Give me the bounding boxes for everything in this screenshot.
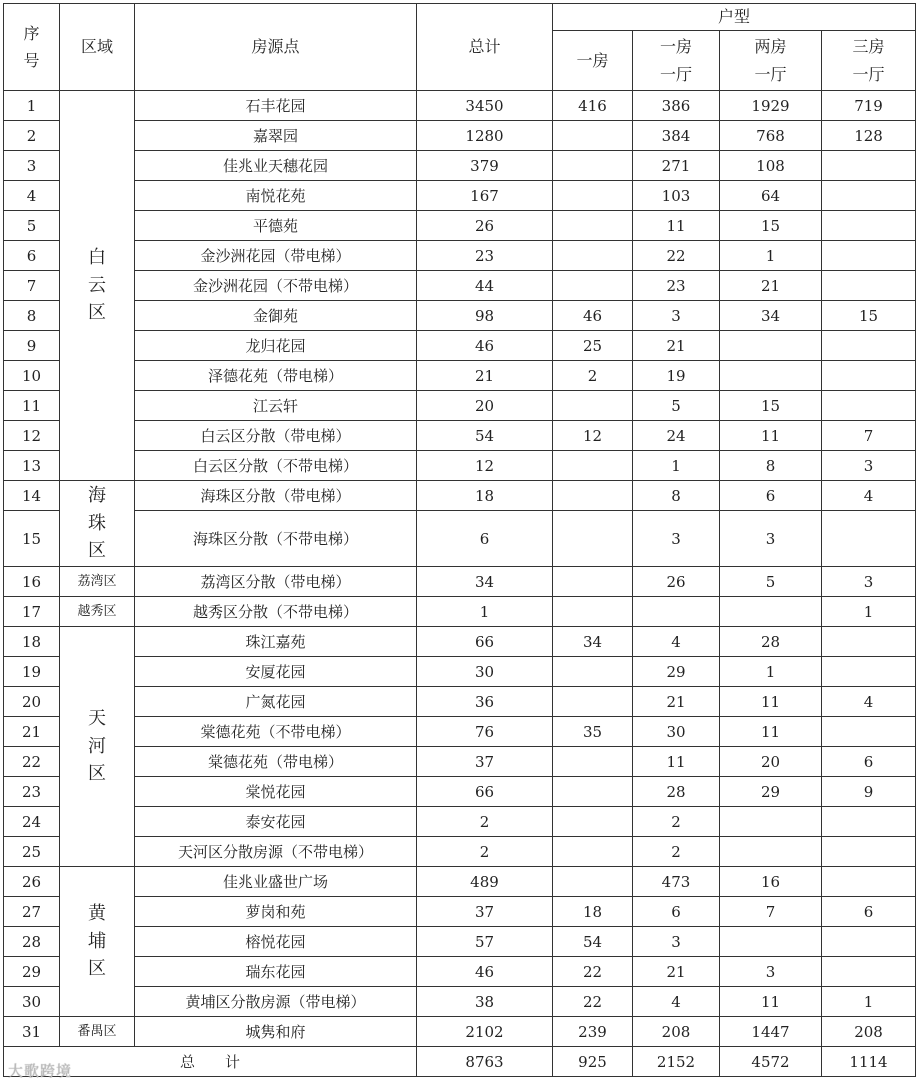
unit-count-cell: 25 xyxy=(553,331,633,361)
unit-count-cell: 64 xyxy=(720,181,822,211)
table-row xyxy=(4,867,916,897)
housing-site-name: 城隽和府 xyxy=(135,1017,417,1047)
table-row xyxy=(4,897,916,927)
row-number: 21 xyxy=(4,717,60,747)
summary-total: 8763 xyxy=(417,1047,553,1077)
unit-count-cell xyxy=(822,807,916,837)
unit-count-cell xyxy=(822,867,916,897)
unit-count-cell xyxy=(720,927,822,957)
unit-count-cell: 128 xyxy=(822,121,916,151)
table-row xyxy=(4,511,916,567)
housing-site-name: 越秀区分散（不带电梯） xyxy=(135,597,417,627)
unit-count-cell: 22 xyxy=(633,241,720,271)
unit-count-cell: 386 xyxy=(633,91,720,121)
table-row xyxy=(4,421,916,451)
row-number: 4 xyxy=(4,181,60,211)
unit-count-cell: 108 xyxy=(720,151,822,181)
row-number: 13 xyxy=(4,451,60,481)
unit-count-cell: 29 xyxy=(633,657,720,687)
table-row xyxy=(4,1017,916,1047)
total-cell: 12 xyxy=(417,451,553,481)
total-cell: 2102 xyxy=(417,1017,553,1047)
unit-count-cell: 3 xyxy=(822,451,916,481)
unit-count-cell: 4 xyxy=(633,627,720,657)
unit-count-cell xyxy=(720,807,822,837)
unit-count-cell xyxy=(553,121,633,151)
housing-site-name: 石丰花园 xyxy=(135,91,417,121)
total-cell: 23 xyxy=(417,241,553,271)
region-cell: 黄 埔 区 xyxy=(60,867,135,1017)
summary-count-cell: 1114 xyxy=(822,1047,916,1077)
summary-count-cell: 925 xyxy=(553,1047,633,1077)
summary-count-cell: 2152 xyxy=(633,1047,720,1077)
region-cell: 天 河 区 xyxy=(60,627,135,867)
housing-site-name: 金沙洲花园（带电梯） xyxy=(135,241,417,271)
unit-count-cell: 416 xyxy=(553,91,633,121)
row-number: 11 xyxy=(4,391,60,421)
unit-count-cell: 2 xyxy=(633,807,720,837)
unit-count-cell: 15 xyxy=(720,211,822,241)
unit-count-cell: 21 xyxy=(633,331,720,361)
row-number: 30 xyxy=(4,987,60,1017)
unit-count-cell: 11 xyxy=(720,421,822,451)
total-cell: 167 xyxy=(417,181,553,211)
unit-count-cell: 34 xyxy=(720,301,822,331)
col-header-unit-type: 户型 xyxy=(553,4,916,31)
unit-count-cell xyxy=(822,927,916,957)
row-number: 27 xyxy=(4,897,60,927)
unit-count-cell xyxy=(553,451,633,481)
total-cell: 37 xyxy=(417,897,553,927)
housing-site-name: 广氮花园 xyxy=(135,687,417,717)
unit-count-cell: 11 xyxy=(633,747,720,777)
total-cell: 57 xyxy=(417,927,553,957)
table-row xyxy=(4,657,916,687)
unit-count-cell: 3 xyxy=(633,301,720,331)
unit-count-cell: 1 xyxy=(633,451,720,481)
housing-site-name: 榕悦花园 xyxy=(135,927,417,957)
table-row xyxy=(4,241,916,271)
col-header-region: 区域 xyxy=(60,4,135,91)
total-cell: 38 xyxy=(417,987,553,1017)
unit-count-cell: 46 xyxy=(553,301,633,331)
housing-site-name: 嘉翠园 xyxy=(135,121,417,151)
row-number: 29 xyxy=(4,957,60,987)
unit-count-cell: 26 xyxy=(633,567,720,597)
col-header-seq: 序 号 xyxy=(4,4,60,91)
unit-count-cell xyxy=(822,837,916,867)
unit-count-cell: 208 xyxy=(822,1017,916,1047)
table-row xyxy=(4,987,916,1017)
unit-count-cell: 1929 xyxy=(720,91,822,121)
unit-count-cell xyxy=(822,957,916,987)
table-row xyxy=(4,567,916,597)
table-row xyxy=(4,151,916,181)
unit-count-cell: 24 xyxy=(633,421,720,451)
total-cell: 2 xyxy=(417,837,553,867)
housing-site-name: 棠德花苑（带电梯） xyxy=(135,747,417,777)
row-number: 24 xyxy=(4,807,60,837)
unit-count-cell xyxy=(822,627,916,657)
row-number: 3 xyxy=(4,151,60,181)
housing-site-name: 棠悦花园 xyxy=(135,777,417,807)
total-cell: 2 xyxy=(417,807,553,837)
total-cell: 66 xyxy=(417,777,553,807)
col-header-type-three-room-one-hall: 三房 一厅 xyxy=(822,31,916,91)
unit-count-cell: 3 xyxy=(633,927,720,957)
unit-count-cell: 18 xyxy=(553,897,633,927)
total-cell: 66 xyxy=(417,627,553,657)
unit-count-cell: 11 xyxy=(633,211,720,241)
row-number: 1 xyxy=(4,91,60,121)
total-cell: 46 xyxy=(417,331,553,361)
row-number: 20 xyxy=(4,687,60,717)
table-row xyxy=(4,211,916,241)
row-number: 26 xyxy=(4,867,60,897)
total-cell: 36 xyxy=(417,687,553,717)
unit-count-cell: 6 xyxy=(822,897,916,927)
table-row xyxy=(4,837,916,867)
unit-count-cell: 2 xyxy=(633,837,720,867)
unit-count-cell xyxy=(822,181,916,211)
row-number: 17 xyxy=(4,597,60,627)
housing-site-name: 棠德花苑（不带电梯） xyxy=(135,717,417,747)
table-row xyxy=(4,271,916,301)
housing-site-name: 白云区分散（带电梯） xyxy=(135,421,417,451)
col-header-total: 总计 xyxy=(417,4,553,91)
unit-count-cell xyxy=(553,211,633,241)
unit-count-cell: 3 xyxy=(633,511,720,567)
row-number: 23 xyxy=(4,777,60,807)
unit-count-cell: 1 xyxy=(822,597,916,627)
unit-count-cell: 3 xyxy=(822,567,916,597)
unit-count-cell xyxy=(553,837,633,867)
unit-count-cell xyxy=(553,481,633,511)
total-cell: 21 xyxy=(417,361,553,391)
housing-site-name: 泰安花园 xyxy=(135,807,417,837)
housing-site-name: 海珠区分散（不带电梯） xyxy=(135,511,417,567)
row-number: 8 xyxy=(4,301,60,331)
unit-count-cell: 3 xyxy=(720,511,822,567)
total-cell: 37 xyxy=(417,747,553,777)
unit-count-cell xyxy=(633,597,720,627)
table-row xyxy=(4,301,916,331)
table-row xyxy=(4,481,916,511)
table-row xyxy=(4,747,916,777)
table-row xyxy=(4,807,916,837)
unit-count-cell xyxy=(720,361,822,391)
total-cell: 54 xyxy=(417,421,553,451)
table-row xyxy=(4,121,916,151)
housing-site-name: 海珠区分散（带电梯） xyxy=(135,481,417,511)
unit-count-cell: 12 xyxy=(553,421,633,451)
row-number: 19 xyxy=(4,657,60,687)
unit-count-cell: 473 xyxy=(633,867,720,897)
unit-count-cell: 7 xyxy=(720,897,822,927)
unit-count-cell: 22 xyxy=(553,987,633,1017)
unit-count-cell xyxy=(553,597,633,627)
total-cell: 6 xyxy=(417,511,553,567)
unit-count-cell: 1 xyxy=(720,657,822,687)
total-cell: 20 xyxy=(417,391,553,421)
unit-count-cell: 103 xyxy=(633,181,720,211)
unit-count-cell xyxy=(822,151,916,181)
unit-count-cell: 20 xyxy=(720,747,822,777)
unit-count-cell: 15 xyxy=(822,301,916,331)
unit-count-cell xyxy=(553,567,633,597)
unit-count-cell: 6 xyxy=(720,481,822,511)
col-header-site: 房源点 xyxy=(135,4,417,91)
unit-count-cell xyxy=(822,511,916,567)
unit-count-cell: 54 xyxy=(553,927,633,957)
table-row xyxy=(4,361,916,391)
housing-site-name: 安厦花园 xyxy=(135,657,417,687)
unit-count-cell: 3 xyxy=(720,957,822,987)
housing-site-name: 天河区分散房源（不带电梯） xyxy=(135,837,417,867)
row-number: 9 xyxy=(4,331,60,361)
table-row xyxy=(4,957,916,987)
unit-count-cell xyxy=(553,747,633,777)
row-number: 10 xyxy=(4,361,60,391)
unit-count-cell xyxy=(553,657,633,687)
unit-count-cell: 5 xyxy=(720,567,822,597)
row-number: 28 xyxy=(4,927,60,957)
unit-count-cell: 6 xyxy=(633,897,720,927)
total-cell: 44 xyxy=(417,271,553,301)
summary-label: 总 计 xyxy=(4,1047,417,1077)
housing-site-name: 南悦花苑 xyxy=(135,181,417,211)
unit-count-cell xyxy=(822,331,916,361)
table-row xyxy=(4,627,916,657)
unit-count-cell: 29 xyxy=(720,777,822,807)
unit-count-cell: 34 xyxy=(553,627,633,657)
housing-site-name: 金沙洲花园（不带电梯） xyxy=(135,271,417,301)
unit-count-cell xyxy=(553,241,633,271)
table-row xyxy=(4,91,916,121)
unit-count-cell: 384 xyxy=(633,121,720,151)
unit-count-cell: 4 xyxy=(633,987,720,1017)
unit-count-cell: 8 xyxy=(633,481,720,511)
total-cell: 26 xyxy=(417,211,553,241)
row-number: 16 xyxy=(4,567,60,597)
unit-count-cell xyxy=(553,807,633,837)
row-number: 15 xyxy=(4,511,60,567)
housing-table xyxy=(3,3,916,1077)
unit-count-cell xyxy=(553,151,633,181)
unit-count-cell: 11 xyxy=(720,987,822,1017)
unit-count-cell xyxy=(822,391,916,421)
row-number: 2 xyxy=(4,121,60,151)
unit-count-cell: 208 xyxy=(633,1017,720,1047)
region-cell: 番禺区 xyxy=(60,1017,135,1047)
total-cell: 18 xyxy=(417,481,553,511)
unit-count-cell xyxy=(553,271,633,301)
total-cell: 3450 xyxy=(417,91,553,121)
total-cell: 1 xyxy=(417,597,553,627)
housing-site-name: 龙归花园 xyxy=(135,331,417,361)
housing-site-name: 佳兆业盛世广场 xyxy=(135,867,417,897)
unit-count-cell xyxy=(553,867,633,897)
region-cell: 荔湾区 xyxy=(60,567,135,597)
unit-count-cell xyxy=(720,331,822,361)
table-row xyxy=(4,597,916,627)
region-cell: 白 云 区 xyxy=(60,91,135,481)
table-row xyxy=(4,687,916,717)
unit-count-cell: 28 xyxy=(633,777,720,807)
unit-count-cell: 4 xyxy=(822,481,916,511)
unit-count-cell: 22 xyxy=(553,957,633,987)
summary-count-cell: 4572 xyxy=(720,1047,822,1077)
housing-site-name: 珠江嘉苑 xyxy=(135,627,417,657)
unit-count-cell: 1 xyxy=(822,987,916,1017)
unit-count-cell: 19 xyxy=(633,361,720,391)
unit-count-cell: 719 xyxy=(822,91,916,121)
row-number: 31 xyxy=(4,1017,60,1047)
housing-site-name: 黄埔区分散房源（带电梯） xyxy=(135,987,417,1017)
unit-count-cell: 35 xyxy=(553,717,633,747)
table-row xyxy=(4,927,916,957)
unit-count-cell: 28 xyxy=(720,627,822,657)
unit-count-cell: 2 xyxy=(553,361,633,391)
table-row xyxy=(4,331,916,361)
unit-count-cell: 11 xyxy=(720,687,822,717)
row-number: 7 xyxy=(4,271,60,301)
watermark: 大歌跨境 xyxy=(8,1062,73,1080)
row-number: 22 xyxy=(4,747,60,777)
col-header-type-one-room: 一房 xyxy=(553,31,633,91)
summary-row xyxy=(4,1047,916,1077)
unit-count-cell: 1447 xyxy=(720,1017,822,1047)
unit-count-cell: 15 xyxy=(720,391,822,421)
unit-count-cell xyxy=(553,687,633,717)
unit-count-cell xyxy=(822,717,916,747)
unit-count-cell: 21 xyxy=(720,271,822,301)
table-row xyxy=(4,451,916,481)
table-row xyxy=(4,181,916,211)
total-cell: 76 xyxy=(417,717,553,747)
housing-site-name: 萝岗和苑 xyxy=(135,897,417,927)
unit-count-cell: 16 xyxy=(720,867,822,897)
row-number: 14 xyxy=(4,481,60,511)
unit-count-cell xyxy=(822,657,916,687)
unit-count-cell xyxy=(822,241,916,271)
unit-count-cell xyxy=(553,777,633,807)
unit-count-cell xyxy=(553,181,633,211)
housing-site-name: 泽德花苑（带电梯） xyxy=(135,361,417,391)
total-cell: 30 xyxy=(417,657,553,687)
unit-count-cell: 5 xyxy=(633,391,720,421)
unit-count-cell xyxy=(822,361,916,391)
unit-count-cell xyxy=(720,597,822,627)
row-number: 18 xyxy=(4,627,60,657)
total-cell: 489 xyxy=(417,867,553,897)
region-cell: 越秀区 xyxy=(60,597,135,627)
unit-count-cell xyxy=(553,391,633,421)
unit-count-cell: 271 xyxy=(633,151,720,181)
unit-count-cell: 9 xyxy=(822,777,916,807)
unit-count-cell: 1 xyxy=(720,241,822,271)
table-row xyxy=(4,717,916,747)
unit-count-cell: 11 xyxy=(720,717,822,747)
housing-site-name: 金御苑 xyxy=(135,301,417,331)
housing-site-name: 荔湾区分散（带电梯） xyxy=(135,567,417,597)
unit-count-cell xyxy=(822,271,916,301)
unit-count-cell: 4 xyxy=(822,687,916,717)
housing-site-name: 白云区分散（不带电梯） xyxy=(135,451,417,481)
col-header-type-one-room-one-hall: 一房 一厅 xyxy=(633,31,720,91)
col-header-type-two-room-one-hall: 两房 一厅 xyxy=(720,31,822,91)
housing-site-name: 江云轩 xyxy=(135,391,417,421)
housing-site-name: 瑞东花园 xyxy=(135,957,417,987)
unit-count-cell: 8 xyxy=(720,451,822,481)
unit-count-cell: 6 xyxy=(822,747,916,777)
total-cell: 1280 xyxy=(417,121,553,151)
row-number: 6 xyxy=(4,241,60,271)
unit-count-cell: 23 xyxy=(633,271,720,301)
unit-count-cell: 21 xyxy=(633,687,720,717)
total-cell: 34 xyxy=(417,567,553,597)
total-cell: 98 xyxy=(417,301,553,331)
total-cell: 379 xyxy=(417,151,553,181)
housing-site-name: 佳兆业天穗花园 xyxy=(135,151,417,181)
unit-count-cell: 21 xyxy=(633,957,720,987)
unit-count-cell xyxy=(822,211,916,241)
unit-count-cell: 768 xyxy=(720,121,822,151)
unit-count-cell: 7 xyxy=(822,421,916,451)
row-number: 5 xyxy=(4,211,60,241)
total-cell: 46 xyxy=(417,957,553,987)
region-cell: 海 珠 区 xyxy=(60,481,135,567)
housing-site-name: 平德苑 xyxy=(135,211,417,241)
unit-count-cell: 239 xyxy=(553,1017,633,1047)
row-number: 12 xyxy=(4,421,60,451)
row-number: 25 xyxy=(4,837,60,867)
table-row xyxy=(4,391,916,421)
table-row xyxy=(4,777,916,807)
unit-count-cell xyxy=(720,837,822,867)
unit-count-cell xyxy=(553,511,633,567)
unit-count-cell: 30 xyxy=(633,717,720,747)
